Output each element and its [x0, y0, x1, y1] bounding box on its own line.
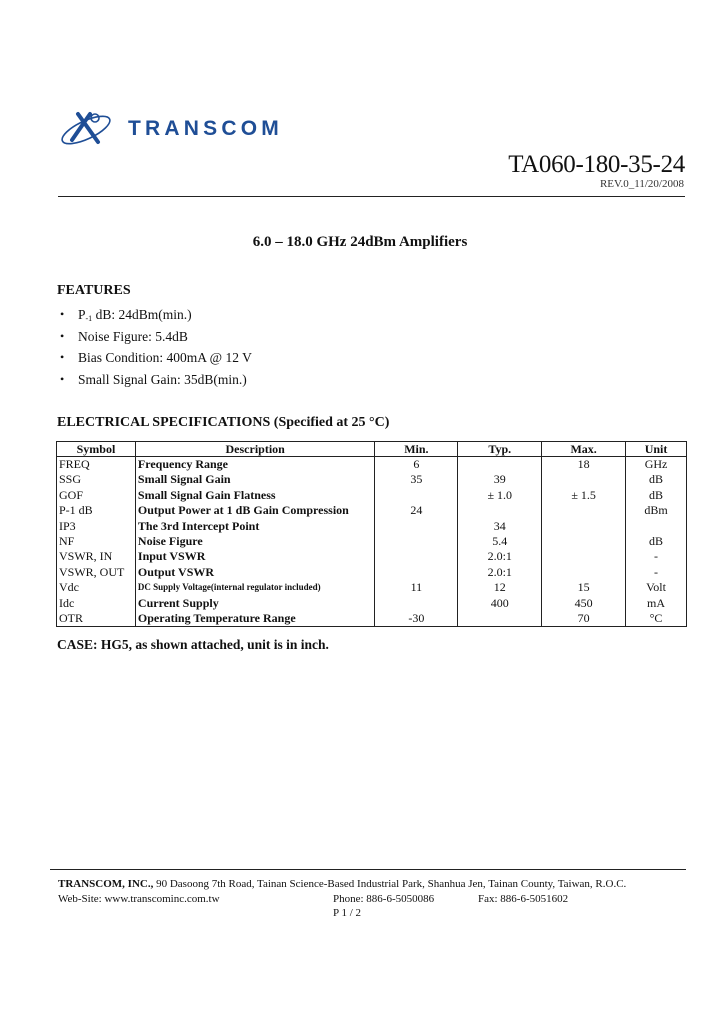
spec-unit: mA — [626, 595, 687, 610]
spec-max: 18 — [542, 457, 626, 472]
spec-typ: 2.0:1 — [458, 549, 542, 564]
table-row — [57, 549, 687, 564]
spec-symbol: GOF — [57, 488, 136, 503]
spec-max — [542, 565, 626, 580]
table-row — [57, 488, 687, 503]
spec-typ: 2.0:1 — [458, 565, 542, 580]
spec-symbol: SSG — [57, 472, 136, 487]
spec-symbol: IP3 — [57, 518, 136, 533]
spec-min: 35 — [375, 472, 458, 487]
spec-typ: 39 — [458, 472, 542, 487]
column-header: Unit — [626, 442, 687, 457]
column-header: Description — [135, 442, 375, 457]
spec-typ: 400 — [458, 595, 542, 610]
table-row — [57, 457, 687, 472]
spec-symbol: P-1 dB — [57, 503, 136, 518]
footer-address: TRANSCOM, INC., 90 Dasoong 7th Road, Tainan Science-Based Industrial Park, Shanhua Jen, Tainan County, Taiwan, R.O.C. — [58, 878, 627, 890]
feature-item: • Bias Condition: 400mA @ 12 V — [60, 347, 252, 369]
table-row — [57, 518, 687, 533]
specifications-table — [56, 441, 687, 627]
spec-max: 70 — [542, 611, 626, 626]
spec-min — [375, 518, 458, 533]
table-row — [57, 565, 687, 580]
spec-unit: - — [626, 549, 687, 564]
features-list — [60, 304, 252, 390]
spec-unit: dBm — [626, 503, 687, 518]
spec-unit: dB — [626, 472, 687, 487]
spec-max — [542, 534, 626, 549]
footer-website: Web-Site: www.transcominc.com.tw — [58, 893, 220, 905]
spec-max: 450 — [542, 595, 626, 610]
spec-description: Output Power at 1 dB Gain Compression — [135, 503, 375, 518]
spec-min — [375, 565, 458, 580]
spec-description: The 3rd Intercept Point — [135, 518, 375, 533]
spec-min: 6 — [375, 457, 458, 472]
table-row — [57, 472, 687, 487]
table-row — [57, 611, 687, 626]
spec-min: 24 — [375, 503, 458, 518]
spec-typ: ± 1.0 — [458, 488, 542, 503]
spec-description: Frequency Range — [135, 457, 375, 472]
spec-typ: 5.4 — [458, 534, 542, 549]
logo-wordmark: TRANSCOM — [128, 117, 283, 140]
features-heading: FEATURES — [57, 283, 131, 298]
spec-description: Operating Temperature Range — [135, 611, 375, 626]
footer-divider — [50, 869, 686, 870]
spec-description: Small Signal Gain Flatness — [135, 488, 375, 503]
spec-unit: °C — [626, 611, 687, 626]
spec-description: Current Supply — [135, 595, 375, 610]
spec-min: -30 — [375, 611, 458, 626]
spec-unit: GHz — [626, 457, 687, 472]
spec-typ — [458, 457, 542, 472]
table-row — [57, 595, 687, 610]
spec-min — [375, 534, 458, 549]
column-header: Max. — [542, 442, 626, 457]
footer-phone: Phone: 886-6-5050086 — [333, 893, 435, 905]
table-row — [57, 580, 687, 595]
spec-min — [375, 488, 458, 503]
spec-max — [542, 503, 626, 518]
spec-symbol: Idc — [57, 595, 136, 610]
spec-typ: 34 — [458, 518, 542, 533]
spec-min — [375, 595, 458, 610]
spec-max — [542, 472, 626, 487]
spec-description: Noise Figure — [135, 534, 375, 549]
revision-date: REV.0_11/20/2008 — [599, 178, 684, 190]
spec-max: 15 — [542, 580, 626, 595]
column-header: Min. — [375, 442, 458, 457]
spec-unit — [626, 518, 687, 533]
feature-item: • Noise Figure: 5.4dB — [60, 326, 252, 348]
spec-min: 11 — [375, 580, 458, 595]
table-row — [57, 534, 687, 549]
spec-symbol: NF — [57, 534, 136, 549]
part-number: TA060-180-35-24 — [508, 151, 685, 178]
table-row — [57, 503, 687, 518]
spec-unit: dB — [626, 534, 687, 549]
case-note: CASE: HG5, as shown attached, unit is in inch. — [57, 637, 329, 652]
spec-symbol: FREQ — [57, 457, 136, 472]
column-header: Typ. — [458, 442, 542, 457]
specifications-heading: ELECTRICAL SPECIFICATIONS (Specified at 25 °C) — [57, 415, 390, 430]
spec-max — [542, 549, 626, 564]
spec-typ — [458, 611, 542, 626]
footer-fax: Fax: 886-6-5051602 — [478, 893, 569, 905]
spec-unit: Volt — [626, 580, 687, 595]
spec-min — [375, 549, 458, 564]
spec-description: Small Signal Gain — [135, 472, 375, 487]
spec-unit: - — [626, 565, 687, 580]
spec-typ — [458, 503, 542, 518]
spec-typ: 12 — [458, 580, 542, 595]
table-header-row — [57, 442, 687, 457]
spec-symbol: VSWR, IN — [57, 549, 136, 564]
feature-item: • Small Signal Gain: 35dB(min.) — [60, 369, 252, 391]
spec-max — [542, 518, 626, 533]
page-number: P 1 / 2 — [333, 907, 362, 919]
document-title: 6.0 – 18.0 GHz 24dBm Amplifiers — [252, 234, 468, 250]
feature-item: • $P_{-1}$ dB: 24dBm(min.) — [60, 304, 252, 326]
spec-description: Output VSWR — [135, 565, 375, 580]
spec-description: DC Supply Voltage(internal regulator included) — [135, 580, 375, 595]
spec-symbol: VSWR, OUT — [57, 565, 136, 580]
spec-max: ± 1.5 — [542, 488, 626, 503]
column-header: Symbol — [57, 442, 136, 457]
spec-unit: dB — [626, 488, 687, 503]
spec-symbol: Vdc — [57, 580, 136, 595]
header-divider — [58, 196, 685, 197]
spec-description: Input VSWR — [135, 549, 375, 564]
spec-symbol: OTR — [57, 611, 136, 626]
